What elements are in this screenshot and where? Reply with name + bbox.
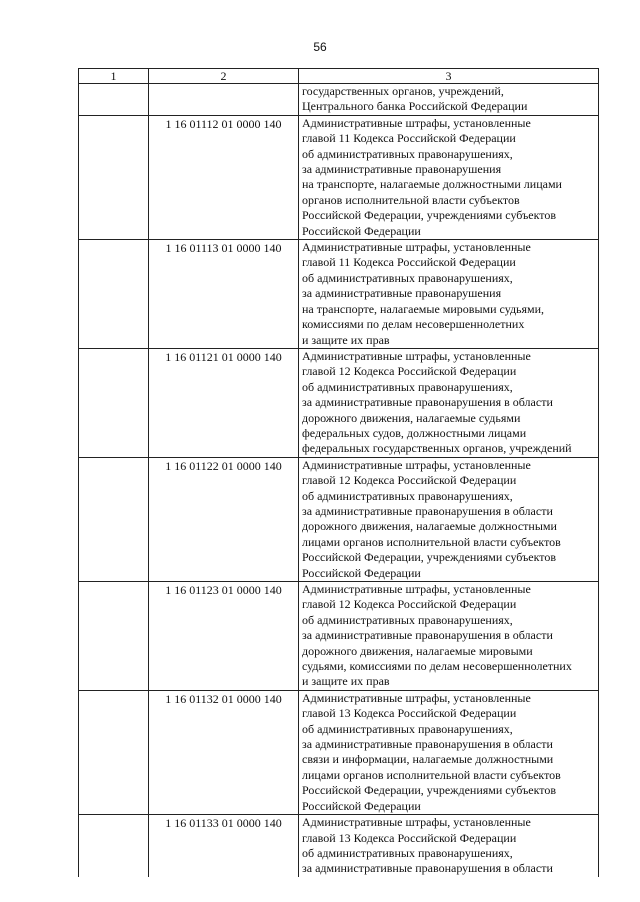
description-line: главой 12 Кодекса Российской Федерации: [302, 364, 517, 379]
table-row: [79, 690, 599, 814]
description-line: главой 11 Кодекса Российской Федерации: [302, 255, 516, 270]
cell-col-1: [79, 582, 149, 691]
description-line: связи и информации, налагаемые должностными: [302, 752, 554, 767]
description-line: главой 13 Кодекса Российской Федерации: [302, 706, 517, 721]
budget-code-cell: 1 16 01113 01 0000 140: [149, 240, 299, 349]
description-cell: [299, 457, 599, 581]
description-line: об административных правонарушениях,: [302, 845, 513, 860]
description-line: главой 13 Кодекса Российской Федерации: [302, 830, 517, 845]
description-line: комиссиями по делам несовершеннолетних: [302, 317, 525, 332]
cell-col-1: [79, 348, 149, 457]
table-row: [79, 457, 599, 581]
description-line: за административные правонарушения в области: [302, 503, 553, 518]
description-line: за административные правонарушения в области: [302, 861, 553, 876]
description-line: Российской Федерации: [302, 223, 421, 238]
description-line: об административных правонарушениях,: [302, 488, 513, 503]
description-line: Административные штрафы, установленные: [302, 690, 531, 705]
description-line: об административных правонарушениях,: [302, 146, 513, 161]
description-line: Российской Федерации: [302, 565, 421, 580]
description-line: федеральных судов, должностными лицами: [302, 425, 527, 440]
budget-codes-table: [78, 68, 599, 877]
description-line: Административные штрафы, установленные: [302, 815, 531, 830]
description-line: главой 12 Кодекса Российской Федерации: [302, 597, 517, 612]
table-row: [79, 815, 599, 877]
budget-code-cell: 1 16 01123 01 0000 140: [149, 582, 299, 691]
description-line: за административные правонарушения: [302, 162, 502, 177]
description-line: и защите их прав: [302, 332, 390, 347]
description-line: судьями, комиссиями по делам несовершеннолетних: [302, 659, 572, 674]
table-row: [79, 348, 599, 457]
cell-col-1: [79, 815, 149, 877]
description-line: федеральных государственных органов, учреждений: [302, 441, 572, 456]
column-header-1: 1: [79, 69, 149, 84]
description-line: Административные штрафы, установленные: [302, 115, 531, 130]
description-cell: [299, 582, 599, 691]
description-cell: [299, 115, 599, 239]
description-line: за административные правонарушения в области: [302, 628, 553, 643]
description-line: за административные правонарушения: [302, 286, 502, 301]
budget-code-cell: [149, 84, 299, 116]
description-line: органов исполнительной власти субъектов: [302, 192, 520, 207]
table-row: [79, 115, 599, 239]
table-row: [79, 240, 599, 349]
description-line: об административных правонарушениях,: [302, 721, 513, 736]
page-number: 56: [313, 40, 327, 54]
description-cell: [299, 815, 599, 877]
description-line: и защите их прав: [302, 674, 390, 689]
description-cell: [299, 84, 599, 116]
description-line: за административные правонарушения в области: [302, 737, 553, 752]
budget-code-cell: 1 16 01133 01 0000 140: [149, 815, 299, 877]
description-cell: [299, 690, 599, 814]
description-line: главой 11 Кодекса Российской Федерации: [302, 131, 516, 146]
description-line: Центрального банка Российской Федерации: [302, 99, 528, 114]
description-line: за административные правонарушения в области: [302, 395, 553, 410]
description-line: Российской Федерации, учреждениями субъектов: [302, 783, 557, 798]
description-line: дорожного движения, налагаемые судьями: [302, 410, 521, 425]
budget-code-cell: 1 16 01122 01 0000 140: [149, 457, 299, 581]
cell-col-1: [79, 690, 149, 814]
budget-code-cell: 1 16 01121 01 0000 140: [149, 348, 299, 457]
description-line: Административные штрафы, установленные: [302, 240, 531, 255]
description-line: на транспорте, налагаемые должностными лицами: [302, 177, 562, 192]
description-line: Административные штрафы, установленные: [302, 348, 531, 363]
table-header-row: [79, 69, 599, 84]
description-line: Российской Федерации, учреждениями субъектов: [302, 550, 557, 565]
description-line: государственных органов, учреждений,: [302, 84, 504, 98]
cell-col-1: [79, 240, 149, 349]
table-row: [79, 84, 599, 116]
description-line: Российской Федерации, учреждениями субъектов: [302, 208, 557, 223]
description-line: Административные штрафы, установленные: [302, 582, 531, 596]
description-cell: [299, 240, 599, 349]
description-line: лицами органов исполнительной власти субъектов: [302, 767, 561, 782]
column-header-2: 2: [149, 69, 299, 84]
description-line: дорожного движения, налагаемые должностными: [302, 519, 557, 534]
table-row: [79, 582, 599, 691]
description-line: на транспорте, налагаемые мировыми судьями,: [302, 301, 545, 316]
description-line: Административные штрафы, установленные: [302, 457, 531, 472]
description-cell: [299, 348, 599, 457]
description-line: об административных правонарушениях,: [302, 379, 513, 394]
budget-code-cell: 1 16 01112 01 0000 140: [149, 115, 299, 239]
budget-code-cell: 1 16 01132 01 0000 140: [149, 690, 299, 814]
description-line: дорожного движения, налагаемые мировыми: [302, 643, 533, 658]
cell-col-1: [79, 457, 149, 581]
description-line: главой 12 Кодекса Российской Федерации: [302, 473, 517, 488]
column-header-3: 3: [299, 69, 599, 84]
description-line: Российской Федерации: [302, 798, 421, 813]
cell-col-1: [79, 84, 149, 116]
cell-col-1: [79, 115, 149, 239]
description-line: об административных правонарушениях,: [302, 612, 513, 627]
description-line: об административных правонарушениях,: [302, 270, 513, 285]
description-line: лицами органов исполнительной власти субъектов: [302, 534, 561, 549]
